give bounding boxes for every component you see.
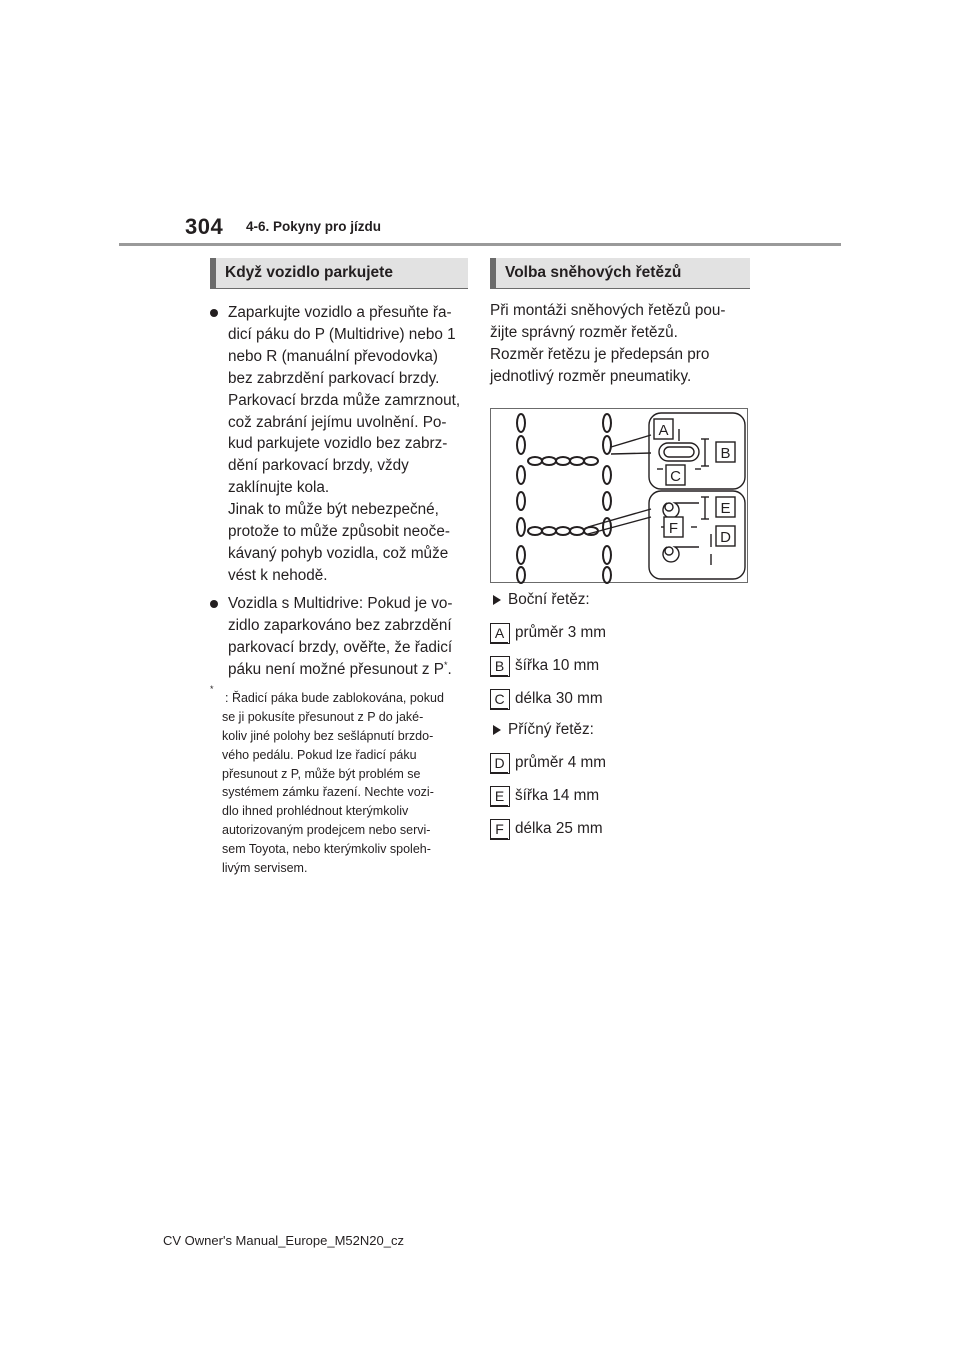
- footnote-ref: *: [444, 659, 448, 670]
- text-line: žijte správný rozměr řetězů.: [490, 323, 678, 341]
- text-line: zaklínujte kola.: [228, 479, 330, 497]
- bullet-dot-icon: [210, 600, 218, 608]
- spec-item-f: [490, 818, 750, 840]
- snow-chains-heading: Volba sněhových řetězů: [490, 258, 750, 289]
- text-line: Vozidla s Multidrive: Pokud je vo-: [228, 594, 453, 612]
- figure-label-e: E: [720, 499, 731, 517]
- text-line: zidlo zaparkováno bez zabrzdění: [228, 616, 452, 634]
- text-line: nebo R (manuální převodovka): [228, 347, 439, 365]
- spec-text: šířka 10 mm: [515, 656, 600, 674]
- text-span: Příčný řetěz:: [508, 720, 594, 738]
- letter-badge: B: [490, 656, 508, 676]
- text-line: : Řadicí páka bude zablokována, pokud: [225, 691, 444, 706]
- spec-text: délka 30 mm: [515, 689, 603, 707]
- text-line: vého pedálu. Pokud lze řadicí páku: [222, 747, 417, 762]
- spec-item-e: [490, 785, 750, 807]
- figure-label-b: B: [720, 444, 731, 462]
- left-column: [210, 258, 468, 877]
- footnote: * : Řadicí páka bude zablokována, pokud se ji pokusíte přesunout z P do jaké- koliv jiné polohy bez sešlápnutí brzdo- vého pedálu. Pokud lze řadicí páku přesunout z P, může být problém se systémem zámku řazení. Nechte vozi- dlo ihned prohlédnout kterýmkoliv autorizovaným prodejcem nebo servi- sem Toyota, nebo kterýmkoliv spoleh- livým servisem.: [210, 689, 468, 877]
- arrow-right-icon: [493, 725, 501, 735]
- spec-text: délka 25 mm: [515, 819, 603, 837]
- spec-text: průměr 4 mm: [515, 753, 606, 771]
- text-line: protože to může způsobit neoče-: [228, 523, 450, 541]
- text-line: dicí páku do P (Multidrive) nebo 1: [228, 325, 456, 343]
- snow-chain-figure: [490, 408, 748, 583]
- text-line: přesunout z P, může být problém se: [222, 766, 421, 781]
- section-title: 4-6. Pokyny pro jízdu: [246, 219, 382, 234]
- text-line: Při montáži sněhových řetězů pou-: [490, 302, 726, 319]
- spec-item-b: [490, 655, 750, 677]
- figure-label-c: C: [670, 467, 681, 485]
- text-line: dlo ihned prohlédnout kterýmkoliv: [222, 804, 409, 819]
- arrow-right-icon: [493, 595, 501, 605]
- text-line: Zaparkujte vozidlo a přesuňte řa-: [228, 304, 452, 321]
- text-span: páku není možné přesunout z P: [228, 660, 444, 678]
- text-line: [228, 659, 468, 681]
- spec-item-d: [490, 752, 750, 774]
- text-line: livým servisem.: [222, 860, 308, 875]
- page-number: 304: [185, 214, 224, 239]
- letter-badge: A: [490, 623, 508, 643]
- text-span: Boční řetěz:: [508, 590, 590, 608]
- letter-badge: E: [490, 786, 508, 806]
- parking-bullet-2: [210, 593, 468, 681]
- text-line: sem Toyota, nebo kterýmkoliv spoleh-: [222, 841, 431, 856]
- text-line: jednotlivý rozměr pneumatiky.: [490, 367, 692, 385]
- text-line: bez zabrzdění parkovací brzdy.: [228, 369, 440, 387]
- figure-label-d: D: [720, 528, 731, 546]
- text-line: kud parkujete vozidlo bez zabrz-: [228, 435, 448, 453]
- text-line: Jinak to může být nebezpečné,: [228, 501, 439, 519]
- figure-label-f: F: [668, 519, 679, 537]
- bullet-dot-icon: [210, 309, 218, 317]
- text-line: Parkovací brzda může zamrznout,: [228, 391, 461, 409]
- figure-label-a: A: [658, 421, 669, 439]
- letter-badge: C: [490, 689, 508, 709]
- parking-heading: Když vozidlo parkujete: [210, 258, 468, 289]
- spec-text: šířka 14 mm: [515, 786, 600, 804]
- text-line: autorizovaným prodejcem nebo servi-: [222, 822, 431, 837]
- spec-text: průměr 3 mm: [515, 623, 606, 641]
- text-span: .: [447, 660, 452, 678]
- snow-chains-intro: [490, 300, 750, 388]
- text-line: kávaný pohyb vozidla, což může: [228, 544, 449, 562]
- cross-chain-label: [490, 719, 750, 741]
- text-line: dění parkovací brzdy, vždy: [228, 457, 409, 475]
- text-line: koliv jiné polohy bez sešlápnutí brzdo-: [222, 729, 434, 743]
- spec-item-c: [490, 688, 750, 710]
- text-line: systémem zámku řazení. Nechte vozi-: [222, 785, 434, 800]
- text-line: parkovací brzdy, ověřte, že řadicí: [228, 638, 453, 656]
- parking-bullet-1: [210, 302, 468, 587]
- text-line: vést k nehodě.: [228, 566, 328, 584]
- letter-badge: F: [490, 819, 508, 839]
- text-line: Rozměr řetězu je předepsán pro: [490, 345, 710, 363]
- letter-badge: D: [490, 753, 508, 773]
- header-rule: [119, 243, 841, 246]
- footer-text: CV Owner's Manual_Europe_M52N20_cz: [163, 1233, 404, 1248]
- snow-chain-illustration: [491, 409, 749, 584]
- spec-item-a: [490, 622, 750, 644]
- right-column: [490, 258, 750, 840]
- side-chain-label: [490, 589, 750, 611]
- text-line: což zabrání jejímu uvolnění. Po-: [228, 413, 447, 431]
- text-line: se ji pokusíte přesunout z P do jaké-: [222, 710, 424, 725]
